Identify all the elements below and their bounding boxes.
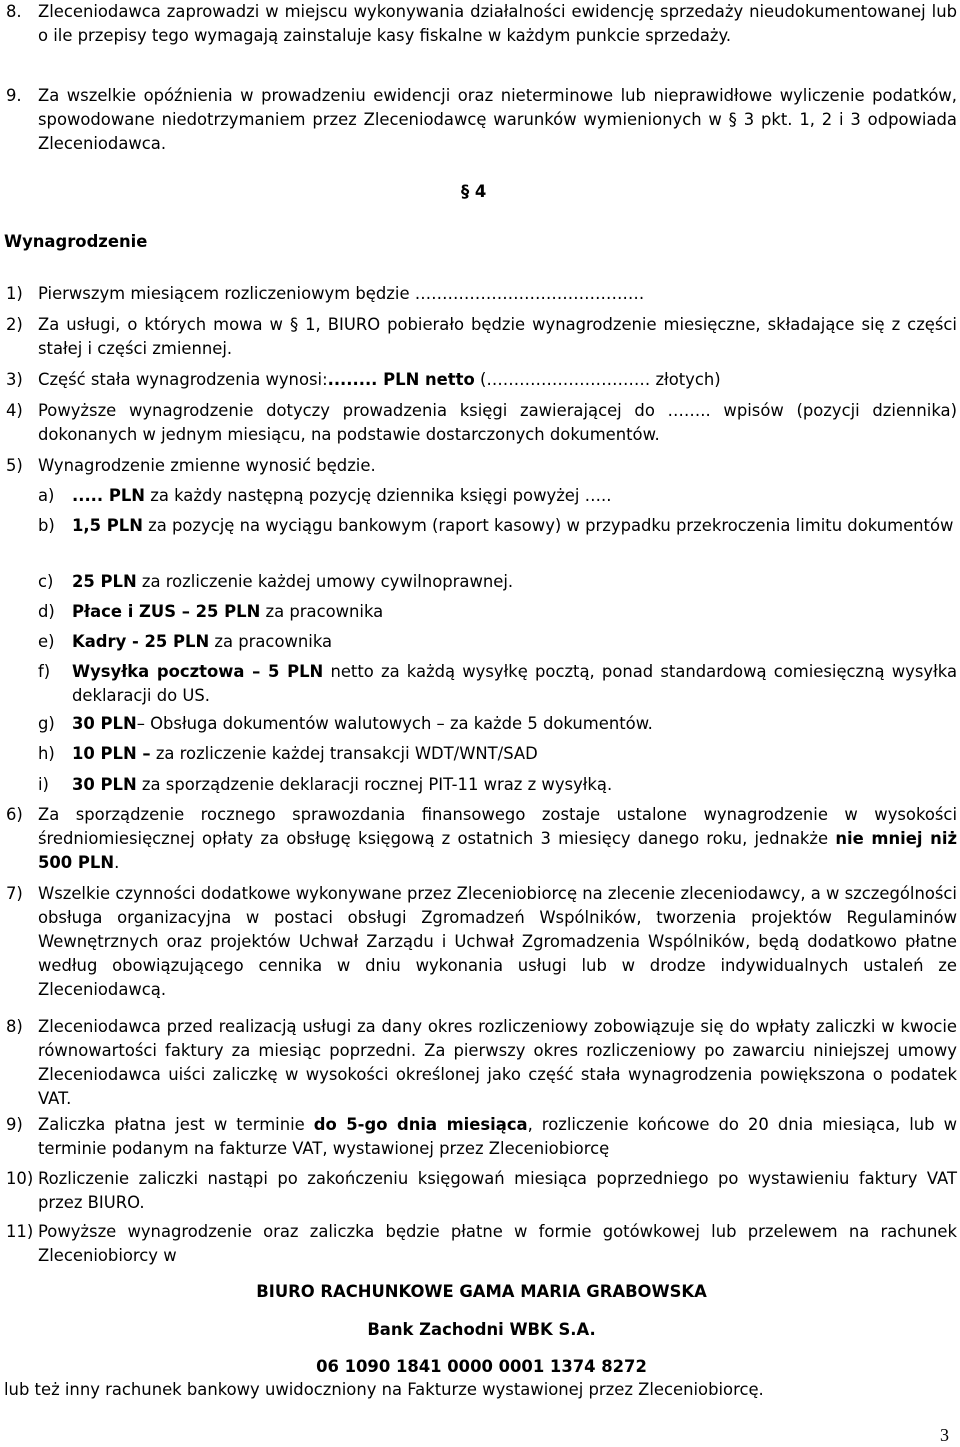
item-number: 8. bbox=[6, 2, 22, 21]
company-name: BIURO RACHUNKOWE GAMA MARIA GRABOWSKA bbox=[256, 1282, 707, 1301]
section-number: 4 bbox=[474, 182, 487, 201]
sub-list-item bbox=[38, 570, 957, 594]
item-number: 9) bbox=[6, 1115, 23, 1134]
sub-list-item bbox=[38, 773, 957, 797]
sub-item-letter: f) bbox=[38, 662, 51, 681]
page-number: 3 bbox=[940, 1425, 949, 1445]
sub-list-item bbox=[38, 630, 957, 654]
item-text: Wszelkie czynności dodatkowe wykonywane przez Zleceniobiorcę na zlecenie zleceniodawcy, a w szczególności obsługa organizacyjna w postaci obsługi Zgromadzeń Wspólników, tworzenia projektów Regulaminów Wewnętrznych oraz projektów Uchwał Zarządu i Uchwał Zgromadzenia Wspólników, będą dodatkowo płatne według obowiązującego cennika w dniu wykonania usługi lub w drodze indywidualnych ustaleń ze Zleceniodawcą. bbox=[38, 884, 957, 999]
item-text-end: . bbox=[114, 853, 120, 872]
item-number: 2) bbox=[6, 315, 23, 334]
sub-item-price: ..... PLN bbox=[72, 486, 146, 505]
item-text: Zleceniodawca przed realizacją usługi za dany okres rozliczeniowy zobowiązuje się do wpłaty zaliczki w kwocie równowartości faktury za miesiąc poprzedni. Za pierwszy okres rozliczeniowy po zawarciu niniejszej umowy Zleceniodawca uiści zaliczkę w wysokości określonej jako część stała wynagrodzenia powiększona o podatek VAT. bbox=[38, 1017, 957, 1108]
item-number: 10) bbox=[6, 1169, 34, 1188]
sub-list-item bbox=[38, 600, 957, 624]
item-number: 3) bbox=[6, 370, 23, 389]
item-text-end: 1, BIURO pobierało będzie wynagrodzenie miesięczne, składające się z części stałej i części zmiennej. bbox=[38, 315, 957, 358]
sub-item-text: za rozliczenie każdej umowy cywilnoprawnej. bbox=[141, 572, 514, 591]
list-item bbox=[6, 1015, 957, 1111]
sub-item-text: – Obsługa dokumentów walutowych – za każde 5 dokumentów. bbox=[136, 714, 653, 733]
sub-list-item bbox=[38, 514, 957, 538]
item-text: Pierwszym miesiącem rozliczeniowym będzie …………………………………… bbox=[38, 284, 645, 303]
sub-item-price: 1,5 PLN bbox=[72, 516, 143, 535]
item-text-end: 3 pkt. 1, 2 i 3 odpowiada Zleceniodawca. bbox=[38, 110, 957, 153]
list-item bbox=[6, 454, 957, 478]
sub-item-letter: i) bbox=[38, 775, 49, 794]
item-number: 5) bbox=[6, 456, 23, 475]
list-item bbox=[6, 313, 957, 361]
sub-item-letter: c) bbox=[38, 572, 54, 591]
item-number: 7) bbox=[6, 884, 23, 903]
list-item bbox=[6, 1167, 957, 1215]
item-number: 9. bbox=[6, 86, 22, 105]
sub-item-letter: g) bbox=[38, 714, 55, 733]
sub-item-text: za pracownika bbox=[214, 632, 333, 651]
sub-item-letter: e) bbox=[38, 632, 55, 651]
section-sign: § bbox=[728, 110, 737, 129]
list-item bbox=[6, 368, 957, 392]
item-text: Wynagrodzenie zmienne wynosić będzie. bbox=[38, 456, 376, 475]
sub-item-letter: h) bbox=[38, 744, 55, 763]
sub-item-letter: b) bbox=[38, 516, 55, 535]
sub-item-text: netto za każdą wysyłkę pocztą, ponad standardową comiesięczną wysyłka deklaracji do US. bbox=[72, 662, 957, 705]
list-item bbox=[6, 803, 957, 875]
list-item bbox=[6, 84, 957, 156]
sub-item-letter: d) bbox=[38, 602, 55, 621]
list-item bbox=[6, 282, 957, 306]
salary-amount: ........ PLN netto bbox=[327, 370, 475, 389]
item-text: Zaliczka płatna jest w terminie bbox=[38, 1115, 305, 1134]
sub-item-price: Wysyłka pocztowa – 5 PLN bbox=[72, 662, 324, 681]
section-title: Wynagrodzenie bbox=[4, 232, 148, 251]
sub-list-item bbox=[38, 742, 957, 766]
item-number: 4) bbox=[6, 401, 23, 420]
payment-deadline: do 5-go dnia miesiąca bbox=[313, 1115, 528, 1134]
list-item bbox=[6, 1113, 957, 1161]
item-text-end: , rozliczenie końcowe do 20 dnia miesiąca, lub w terminie podanym na fakturze VAT, wystawionej przez Zleceniobiorcę bbox=[38, 1115, 957, 1158]
item-text: Powyższe wynagrodzenie dotyczy prowadzenia księgi zawierającej do …….. wpisów (pozycji dziennika) dokonanych w jednym miesiącu, na podstawie dostarczonych dokumentów. bbox=[38, 401, 957, 444]
sub-item-price: Kadry - 25 PLN bbox=[72, 632, 210, 651]
item-number: 8) bbox=[6, 1017, 23, 1036]
item-text: Za sporządzenie rocznego sprawozdania finansowego zostaje ustalone wynagrodzenie w wysokości średniomiesięcznej opłaty za obsługę księgową z ostatnich 3 miesięcy danego roku, jednakże bbox=[38, 805, 957, 848]
sub-item-letter: a) bbox=[38, 486, 55, 505]
item-number: 11) bbox=[6, 1222, 34, 1241]
list-item bbox=[6, 0, 957, 48]
item-text-end: (………………………… złotych) bbox=[479, 370, 721, 389]
list-item bbox=[6, 399, 957, 447]
bank-name: Bank Zachodni WBK S.A. bbox=[367, 1320, 596, 1339]
sub-item-price: 30 PLN bbox=[72, 775, 137, 794]
section-sign: § bbox=[289, 315, 299, 334]
sub-item-price: 25 PLN bbox=[72, 572, 137, 591]
item-number: 6) bbox=[6, 805, 23, 824]
sub-item-text: za rozliczenie każdej transakcji WDT/WNT/SAD bbox=[155, 744, 538, 763]
sub-list-item bbox=[38, 660, 957, 708]
sub-item-text: za każdy następną pozycję dziennika księgi powyżej ….. bbox=[150, 486, 612, 505]
item-text: Rozliczenie zaliczki nastąpi po zakończeniu księgowań miesiąca poprzedniego po wystawieniu faktury VAT przez BIURO. bbox=[38, 1169, 957, 1212]
item-text: Za wszelkie opóźnienia w prowadzeniu ewidencji oraz nieterminowe lub nieprawidłowe wyliczenie podatków, spowodowane niedotrzymaniem przez Zleceniodawcę warunków wymienionych w bbox=[38, 86, 957, 129]
minimum-fee: nie mniej niż 500 PLN bbox=[38, 829, 958, 872]
sub-item-text: za sporządzenie deklaracji rocznej PIT-11 wraz z wysyłką. bbox=[141, 775, 613, 794]
sub-item-price: Płace i ZUS – 25 PLN bbox=[72, 602, 261, 621]
item-number: 1) bbox=[6, 284, 23, 303]
item-text: Część stała wynagrodzenia wynosi: bbox=[38, 370, 328, 389]
sub-item-price: 30 PLN bbox=[72, 714, 137, 733]
list-item bbox=[6, 882, 957, 1002]
sub-item-text: za pozycję na wyciągu bankowym (raport kasowy) w przypadku przekroczenia limitu dokumentów bbox=[148, 516, 954, 535]
section-sign: § bbox=[461, 182, 470, 201]
list-item bbox=[6, 1220, 957, 1268]
sub-item-price: 10 PLN – bbox=[72, 744, 151, 763]
footer-text: lub też inny rachunek bankowy uwidoczniony na Fakturze wystawionej przez Zleceniobiorcę. bbox=[4, 1380, 764, 1399]
item-text: Zleceniodawca zaprowadzi w miejscu wykonywania działalności ewidencję sprzedaży nieudokumentowanej lub o ile przepisy tego wymagają zainstaluje kasy fiskalne w każdym punkcie sprzedaży. bbox=[38, 2, 957, 45]
item-text: Za usługi, o których mowa w bbox=[38, 315, 283, 334]
section-heading bbox=[461, 180, 486, 204]
sub-list-item bbox=[38, 484, 957, 508]
bank-account-number: 06 1090 1841 0000 0001 1374 8272 bbox=[316, 1357, 647, 1376]
sub-list-item bbox=[38, 712, 957, 736]
sub-item-text: za pracownika bbox=[265, 602, 384, 621]
item-text: Powyższe wynagrodzenie oraz zaliczka będzie płatne w formie gotówkowej lub przelewem na rachunek Zleceniobiorcy w bbox=[38, 1222, 957, 1265]
